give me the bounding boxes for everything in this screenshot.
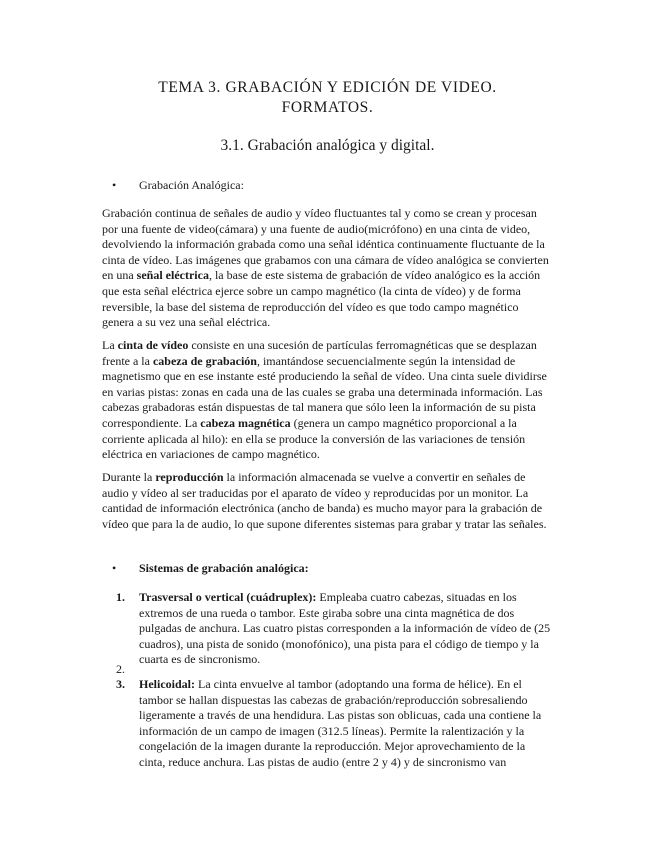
paragraph-3 xyxy=(102,470,552,532)
document-title xyxy=(100,78,555,118)
bold-term: reproducción xyxy=(155,470,224,484)
paragraph-2 xyxy=(102,338,552,463)
bullet-marker: • xyxy=(112,561,117,575)
bullet-marker: • xyxy=(112,178,117,192)
text-run: La xyxy=(102,338,118,352)
text-run: Empleaba cuatro cabezas, situadas en los extremos de una rueda o tambor. Este giraba sobre una cinta magnética de dos pulgadas de anchura. Las cuatro pistas corresponden a la información de vídeo de (25 cuadros), una pista de sonido (monofónico), una pista para el código de tiempo y la cuarta es de sincronismo. xyxy=(139,590,551,667)
list-item-number: 1. xyxy=(116,590,125,604)
text-run: La cinta envuelve al tambor (adoptando una forma de hélice). En el tambor se hallan dispuestas las cabezas de grabación/reproducción sobresaliendo ligeramente a través de una hendidura. Las pistas son oblicuas, cada una contiene la información de un campo de imagen (312.5 líneas). Permite la ralentización y la congelación de la imagen durante la reproducción. Mejor aprovechamiento de la cinta, reduce anchura. Las pistas de audio (entre 2 y 4) y de sincronismo van xyxy=(139,677,542,769)
text-run: , la base de este sistema de grabación de vídeo analógico es la acción que esta señal eléctrica ejerce sobre un campo magnético (la cinta de vídeo) y de forma reversible, la base del sistema de reproducción del vídeo es que todo campo magnético genera a su vez una señal eléctrica. xyxy=(102,268,541,330)
bold-term: señal eléctrica xyxy=(136,268,209,283)
bold-term: cabeza de grabación xyxy=(152,353,257,368)
text-run: , imantándose secuencialmente según la intensidad de magnetismo que en ese instante esté produciendo la señal de vídeo. Una cinta suele dividirse en varias pistas: zonas en cada una de las cuales se graba una determinada información. Las cabezas grabadoras están dispuestas de tal manera que sólo leen la información de su pista correspondiente. La xyxy=(102,353,547,430)
list-item-3 xyxy=(116,677,552,777)
list-item-text xyxy=(139,677,552,771)
title-line-1: TEMA 3. GRABACIÓN Y EDICIÓN DE VIDEO. xyxy=(158,79,497,96)
bullet-heading-analog: Grabación Analógica: xyxy=(139,178,244,192)
text-run: Durante la xyxy=(102,470,156,484)
text-run: (genera un campo magnético proporcional a la corriente aplicada al hilo): en ella se produce la conversión de las variaciones de tensión eléctrica en variaciones de campo magnético. xyxy=(102,415,526,462)
text-run: Grabación continua de señales de audio y vídeo fluctuantes tal y como se crean y procesan por una fuente de video(cámara) y una fuente de audio(micrófono) en una cinta de video, devolviendo la información grabada como una señal idéntica continuamente fluctuante de la cinta de vídeo. Las imágenes que grabamos con una cámara de vídeo analógica se convierten en una xyxy=(102,206,549,283)
section-title: 3.1. Grabación analógica y digital. xyxy=(220,137,435,154)
bullet-heading-systems: Sistemas de grabación analógica: xyxy=(139,561,309,575)
list-item-number: 3. xyxy=(116,677,125,691)
paragraph-1 xyxy=(102,206,552,331)
list-item-1 xyxy=(116,590,552,670)
list-item-2 xyxy=(116,662,552,678)
text-run: la información almacenada se vuelve a convertir en señales de audio y vídeo al ser traducidas por el aparato de vídeo y reproducidas por un monitor. La cantidad de información electrónica (ancho de banda) es mucho mayor para la grabación de vídeo que para la de audio, lo que supone diferentes sistemas para grabar y tratar las señales. xyxy=(102,470,547,531)
text-run: consiste en una sucesión de partículas ferromagnéticas que se desplazan frente a la xyxy=(102,338,537,368)
list-item-number: 2. xyxy=(116,662,125,676)
title-line-2: FORMATOS. xyxy=(281,99,374,116)
list-item-text xyxy=(139,590,552,668)
bold-term: Trasversal o vertical (cuádruplex): xyxy=(139,590,317,604)
bold-term: cabeza magnética xyxy=(200,415,291,430)
bold-term: cinta de vídeo xyxy=(117,338,189,352)
bold-term: Helicoidal: xyxy=(139,677,195,691)
